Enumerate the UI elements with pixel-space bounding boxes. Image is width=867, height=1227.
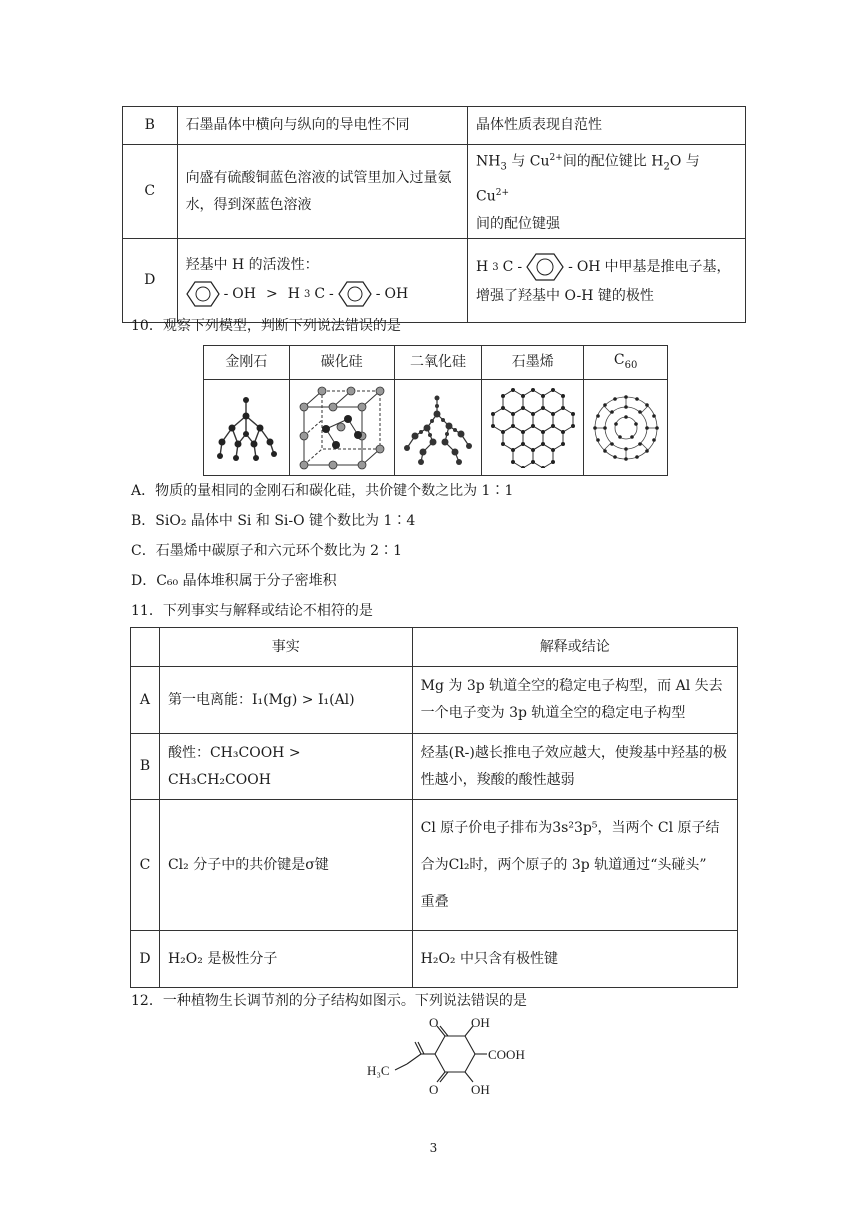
sic-model bbox=[289, 380, 394, 476]
benzene-ring-icon bbox=[338, 279, 372, 309]
label-h3c: H₃C bbox=[367, 1063, 390, 1078]
sio2-model bbox=[394, 380, 482, 476]
explain-cell: H₂O₂ 中只含有极性键 bbox=[412, 931, 737, 988]
explain-cell: Cl 原子价电子排布为3s²3p⁵，当两个 Cl 原子结 合为Cl₂时，两个原子的 3p 轨道通过“头碰头” 重叠 bbox=[412, 800, 737, 931]
row-label: A bbox=[131, 667, 160, 734]
header-graphene: 石墨烯 bbox=[482, 346, 584, 380]
page-number: 3 bbox=[429, 1141, 438, 1155]
explain-cell: 晶体性质表现自范性 bbox=[468, 107, 746, 145]
sic-cube-icon bbox=[296, 385, 388, 471]
molecule-structure bbox=[365, 1016, 535, 1102]
header-explain: 解释或结论 bbox=[412, 628, 737, 667]
c60-model bbox=[584, 380, 668, 476]
q10-model-table bbox=[203, 345, 668, 476]
header-sio2: 二氧化硅 bbox=[394, 346, 482, 380]
explain-cell: 烃基(R-)越长推电子效应越大，使羧基中羟基的极性越小，羧酸的酸性越弱 bbox=[412, 734, 737, 800]
question-11-title: 11．下列事实与解释或结论不相符的是 bbox=[131, 603, 373, 619]
table-row bbox=[131, 931, 738, 988]
fact-cell: 向盛有硫酸铜蓝色溶液的试管里加入过量氨水，得到深蓝色溶液 bbox=[177, 145, 467, 239]
row-label: C bbox=[131, 800, 160, 931]
explain-cell: $NH_3$ 与 $Cu^{2+}$间的配位键比 $H_2O$ 与 $Cu^{2+}$ 间的配位键强 bbox=[468, 145, 746, 239]
table-row bbox=[123, 107, 746, 145]
c60-buckyball-icon bbox=[590, 389, 662, 467]
q10-option-a: A．物质的量相同的金刚石和碳化硅，共价键个数之比为 1∶1 bbox=[131, 483, 514, 499]
fact-cell: 羟基中 H 的活泼性： - OH > H 3 C - - OH bbox=[177, 239, 467, 323]
question-12-title: 12．一种植物生长调节剂的分子结构如图示。下列说法错误的是 bbox=[131, 993, 527, 1009]
row-label: B bbox=[131, 734, 160, 800]
fact-cell: 第一电离能：I₁(Mg) > I₁(Al) bbox=[159, 667, 412, 734]
fact-cell: 酸性：CH₃COOH > CH₃CH₂COOH bbox=[159, 734, 412, 800]
question-10-title: 10．观察下列模型，判断下列说法错误的是 bbox=[131, 318, 401, 334]
table-row bbox=[131, 734, 738, 800]
table-row bbox=[131, 667, 738, 734]
table-row bbox=[123, 145, 746, 239]
label-oh-top: OH bbox=[471, 1016, 490, 1030]
header-fact: 事实 bbox=[159, 628, 412, 667]
fact-cell: 石墨晶体中横向与纵向的导电性不同 bbox=[177, 107, 467, 145]
q9-table bbox=[122, 106, 746, 323]
sio2-structure-icon bbox=[399, 388, 477, 468]
graphene-sheet-icon bbox=[486, 388, 580, 468]
table-row bbox=[123, 239, 746, 323]
row-label: B bbox=[123, 107, 178, 145]
explain-cell: H 3 C - - OH 中甲基是推电子基， 增强了羟基中 O-H 键的极性 bbox=[468, 239, 746, 323]
diamond-model bbox=[204, 380, 290, 476]
activity-comparison: - OH > H 3 C - - OH bbox=[186, 279, 459, 309]
q10-option-d: D．C₆₀ 晶体堆积属于分子密堆积 bbox=[131, 573, 337, 589]
header-sic: 碳化硅 bbox=[289, 346, 394, 380]
header-c60: $C_{60}$ bbox=[584, 346, 668, 380]
table-row bbox=[131, 800, 738, 931]
fact-cell: H₂O₂ 是极性分子 bbox=[159, 931, 412, 988]
explain-cell: Mg 为 3p 轨道全空的稳定电子构型，而 Al 失去一个电子变为 3p 轨道全空的稳定电子构型 bbox=[412, 667, 737, 734]
q10-option-c: C．石墨烯中碳原子和六元环个数比为 2∶1 bbox=[131, 543, 402, 559]
q10-option-b: B．SiO₂ 晶体中 Si 和 Si-O 键个数比为 1∶4 bbox=[131, 513, 416, 529]
benzene-ring-icon bbox=[186, 279, 220, 309]
row-label: C bbox=[123, 145, 178, 239]
q11-table bbox=[130, 627, 738, 988]
row-label: D bbox=[131, 931, 160, 988]
fact-cell: Cl₂ 分子中的共价键是σ键 bbox=[159, 800, 412, 931]
benzene-ring-icon bbox=[526, 251, 564, 283]
diamond-structure-icon bbox=[208, 388, 284, 468]
header-diamond: 金刚石 bbox=[204, 346, 290, 380]
graphene-model bbox=[482, 380, 584, 476]
label-o-top: O bbox=[429, 1016, 439, 1030]
label-o-bottom: O bbox=[429, 1082, 439, 1097]
label-cooh: COOH bbox=[488, 1047, 525, 1062]
row-label: D bbox=[123, 239, 178, 323]
label-oh-bottom: OH bbox=[471, 1082, 490, 1097]
